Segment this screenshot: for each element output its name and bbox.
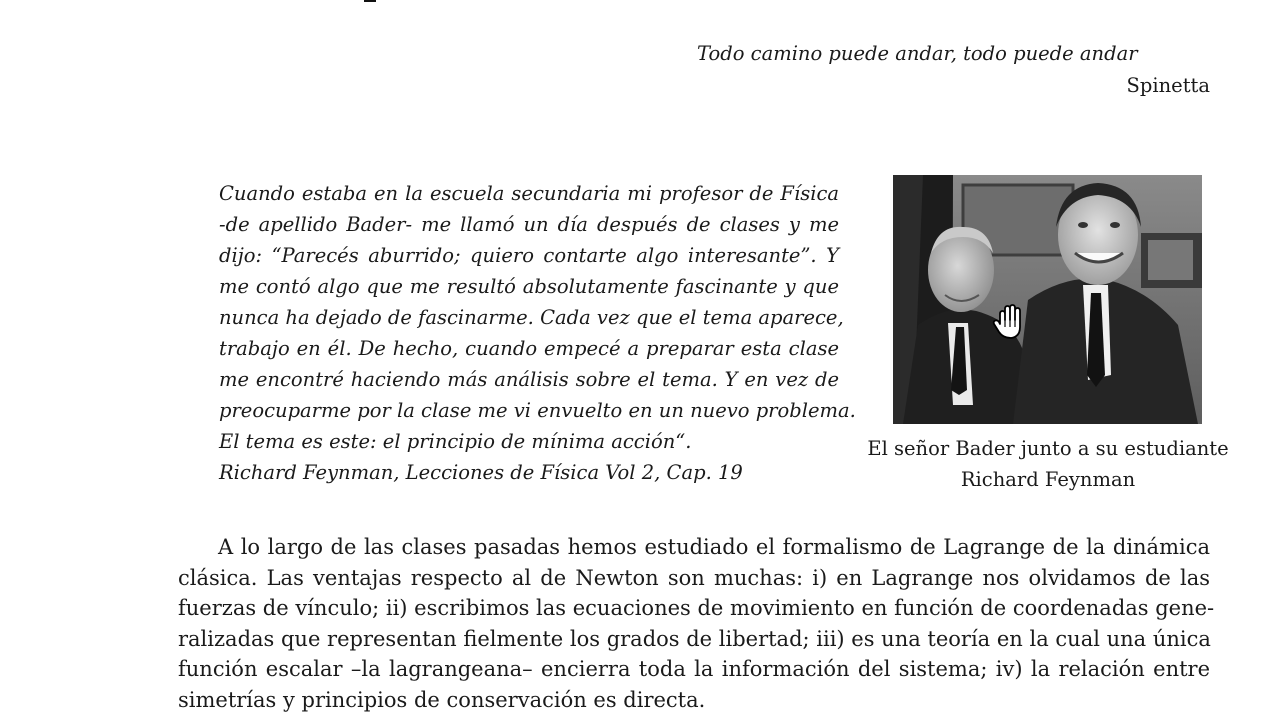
quote-line: trabajo en él. De hecho, cuando empecé a preparar esta clase — [219, 337, 839, 360]
body-line: simetrías y principios de conservación es directa. — [178, 687, 706, 712]
body-line: ralizadas que representan fielmente los grados de libertad; iii) es una teoría en la cual una única — [178, 626, 1211, 651]
caption-line: El señor Bader junto a su estudiante — [867, 437, 1229, 460]
quote-attribution: Richard Feynman, Lecciones de Física Vol 2, Cap. 19 — [219, 461, 743, 484]
body-line: fuerzas de vínculo; ii) escribimos las ecuaciones de movimiento en función de coordenadas gene- — [178, 596, 1215, 620]
body-line: clásica. Las ventajas respecto al de Newton son muchas: i) en Lagrange nos olvidamos de las — [178, 565, 1210, 590]
quote-line: me contó algo que me resultó absolutamente fascinante y que — [219, 275, 839, 298]
quote-line: El tema es este: el principio de mínima acción“. — [219, 430, 692, 453]
quote-line: preocuparme por la clase me vi envuelto en un nuevo problema. — [219, 399, 856, 422]
quote-line: nunca ha dejado de fascinarme. Cada vez que el tema aparece, — [219, 306, 844, 329]
body-line: función escalar –la lagrangeana– encierra toda la información del sistema; iv) la relación entre — [178, 657, 1210, 681]
body-paragraph — [178, 532, 1215, 715]
title-fragment — [364, 0, 378, 4]
quote-line: Cuando estaba en la escuela secundaria mi profesor de Física — [219, 182, 839, 205]
body-line: A lo largo de las clases pasadas hemos estudiado el formalismo de Lagrange de la dinámica — [218, 535, 1210, 559]
quote-line: dijo: “Parecés aburrido; quiero contarte algo interesante”. Y — [219, 244, 839, 267]
quote-line: -de apellido Bader- me llamó un día después de clases y me — [219, 213, 839, 236]
epigraph-quote: Todo camino puede andar, todo puede andar — [697, 42, 1138, 65]
hand-cursor-icon — [990, 302, 1030, 342]
epigraph-author: Spinetta — [1126, 74, 1210, 97]
caption-line: Richard Feynman — [960, 468, 1136, 491]
quote-line: me encontré haciendo más análisis sobre el tema. Y en vez de — [219, 368, 839, 391]
feynman-quote — [219, 178, 856, 488]
bader-feynman-photo — [893, 175, 1202, 424]
photo-caption — [858, 433, 1238, 495]
